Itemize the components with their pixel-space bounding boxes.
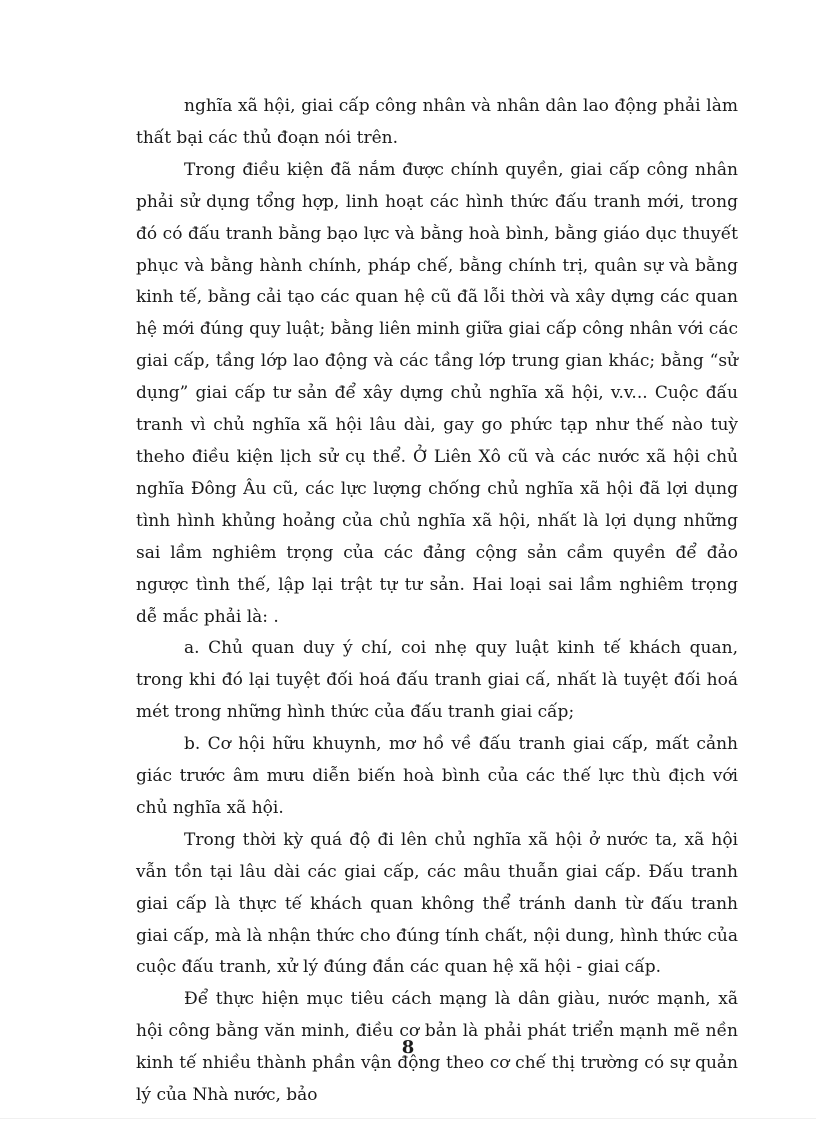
- page-number: 8: [401, 1037, 415, 1058]
- paragraph-revolution-goal: Để thực hiện mục tiêu cách mạng là dân giàu, nước mạnh, xã hội công bằng văn minh, điều cơ bản là phải phát triển mạnh mẽ nền kinh tế nhiều thành phần vận động theo cơ chế thị trường có sự quản lý của Nhà nước, bảo: [136, 989, 738, 1106]
- paragraph-continuation: nghĩa xã hội, giai cấp công nhân và nhân dân lao động phải làm thất bại các thủ đoạn nói trên.: [136, 96, 738, 148]
- body-text: [136, 91, 738, 1112]
- page-bottom-edge: [0, 1118, 816, 1119]
- paragraph-error-a: a. Chủ quan duy ý chí, coi nhẹ quy luật kinh tế khách quan, trong khi đó lại tuyệt đối hoá đấu tranh giai cấ, nhất là tuyệt đối hoá mét trong những hình thức của đấu tranh giai cấp;: [136, 638, 738, 723]
- paragraph-transition-period: Trong thời kỳ quá độ đi lên chủ nghĩa xã hội ở nước ta, xã hội vẫn tồn tại lâu dài các giai cấp, các mâu thuẫn giai cấp. Đấu tranh giai cấp là thực tế khách quan không thể tránh danh từ đấu tranh giai cấp, mà là nhận thức cho đúng tính chất, nội dung, hình thức của cuộc đấu tranh, xử lý đúng đắn các quan hệ xã hội - giai cấp.: [136, 829, 738, 978]
- paragraph-class-struggle-forms: Trong điều kiện đã nắm được chính quyền, giai cấp công nhân phải sử dụng tổng hợp, linh hoạt các hình thức đấu tranh mới, trong đó có đấu tranh bằng bạo lực và bằng hoà bình, bằng giáo dục thuyết phục và bằng hành chính, pháp chế, bằng chính trị, quân sự và bằng kinh tế, bằng cải tạo các quan hệ cũ đã lỗi thời và xây dựng các quan hệ mới đúng quy luật; bằng liên minh giữa giai cấp công nhân với các giai cấp, tầng lớp lao động và các tầng lớp trung gian khác; bằng “sử dụng” giai cấp tư sản để xây dựng chủ nghĩa xã hội, v.v... Cuộc đấu tranh vì chủ nghĩa xã hội lâu dài, gay go phức tạp như thế nào tuỳ theho điều kiện lịch sử cụ thể. Ở Liên Xô cũ và các nước xã hội chủ nghĩa Đông Âu cũ, các lực lượng chống chủ nghĩa xã hội đã lợi dụng tình hình khủng hoảng của chủ nghĩa xã hội, nhất là lợi dụng những sai lầm nghiêm trọng của các đảng cộng sản cầm quyền để đảo ngược tình thế, lập lại trật tự tư sản. Hai loại sai lầm nghiêm trọng dễ mắc phải là: .: [136, 159, 738, 627]
- paragraph-error-b: b. Cơ hội hữu khuynh, mơ hồ về đấu tranh giai cấp, mất cảnh giác trước âm mưu diễn biến hoà bình của các thế lực thù địch với chủ nghĩa xã hội.: [136, 734, 738, 818]
